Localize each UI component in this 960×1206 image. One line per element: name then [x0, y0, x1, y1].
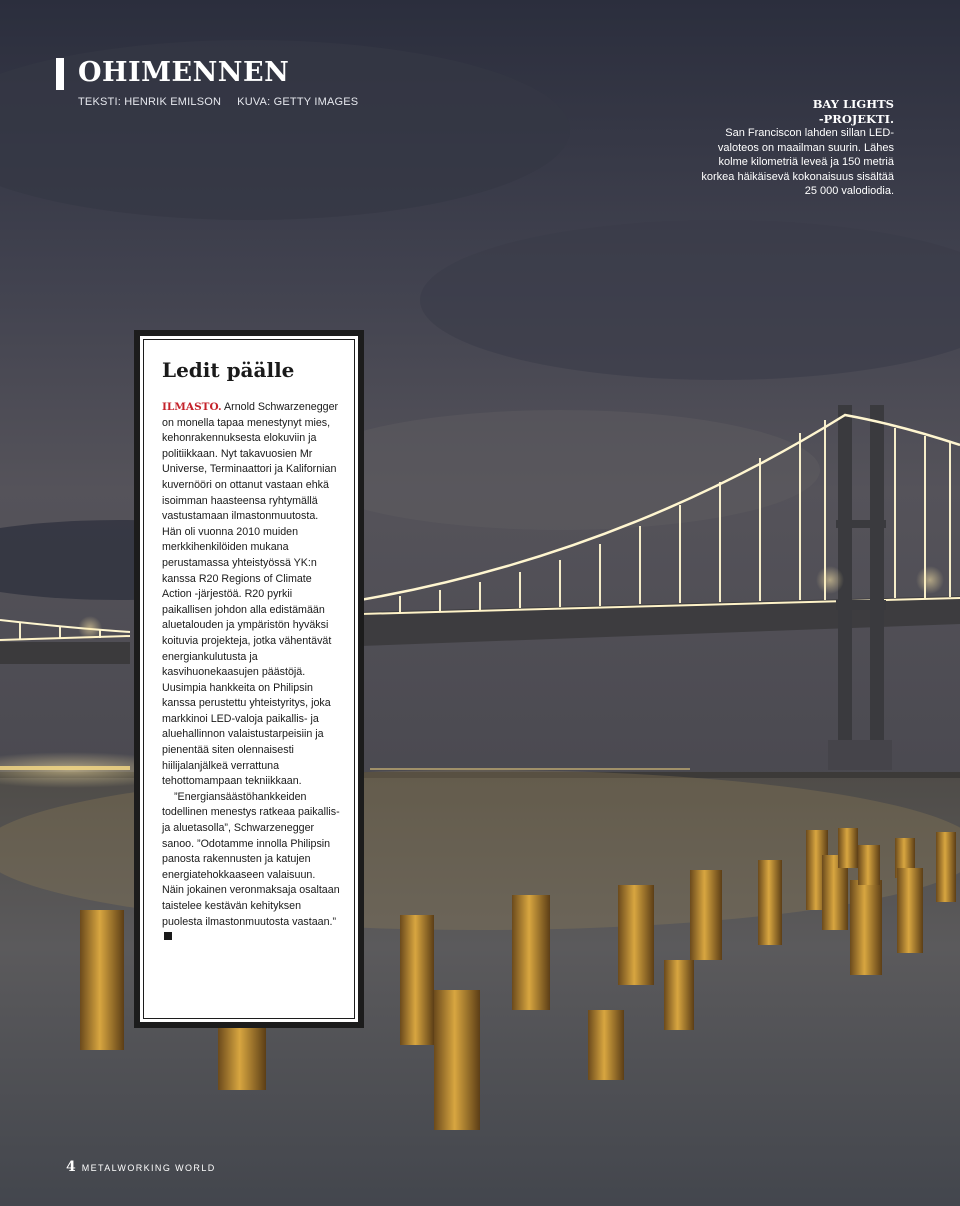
magazine-name: METALWORKING WORLD: [81, 1163, 216, 1173]
sidebar-paragraph: [162, 400, 340, 790]
sidebar-paragraph: [162, 790, 340, 946]
photo-caption: [694, 97, 894, 199]
photo-credit: KUVA: GETTY IMAGES: [237, 96, 359, 108]
lead-in: ILMASTO.: [162, 401, 222, 413]
credits: [78, 96, 358, 108]
sidebar-box: [134, 330, 364, 1028]
paragraph-text: Arnold Schwarzenegger on monella tapaa menestynyt mies, kehonrakennuksesta elokuviin ja politiikkaan. Nyt takavuosien Mr Universe, Terminaattori ja Kalifornian kuvernööri on ottanut vastaan ehkä isoimman haasteensa ryhtymällä vastustamaan ilmastonmuutosta. Hän oli vuonna 2010 muiden merkkihenkilöiden mukana perustamassa yhteistyössä YK:n kanssa R20 Regions of Climate Action -järjestöä. R20 pyrkii paikallisen johdon alla edistämään aluetalouden ja ympäristön hyväksi koituvia projekteja, jotka vähentävät energiankulutusta ja kasvihuonekaasujen päästöjä. Uusimpia hankkeita on Philipsin kanssa perustettu yhteistyritys, joka markkinoi LED-valoja paikallis- ja aluehallinnon valaistustarpeisiin ja pienentää siten olennaisesti hiilijalanjälkeä verrattuna tehottomampaan tekniikkaan.: [162, 401, 339, 788]
end-mark-icon: [164, 932, 172, 940]
section-title: OHIMENNEN: [78, 57, 290, 88]
section-bar: [56, 58, 64, 90]
page-number: 4: [66, 1159, 76, 1175]
sidebar-body: [162, 400, 340, 946]
page-footer: [66, 1158, 216, 1176]
sidebar-title: Ledit päälle: [162, 358, 295, 382]
paragraph-text: ”Energiansäästöhankkeiden todellinen menestys ratkeaa paikallis- ja aluetasolla”, Schwarzenegger sanoo. ”Odotamme innolla Philipsin panosta rakennusten ja katujen energiatehokkaaseen valaisuun. Näin jokainen veronmaksaja osaltaan taistelee kestävän kehityksen puolesta ilmastonmuutosta vastaan.”: [162, 790, 340, 928]
caption-title: BAY LIGHTS -PROJEKTI.: [812, 97, 894, 126]
text-credit: TEKSTI: HENRIK EMILSON: [78, 96, 222, 108]
caption-text: San Franciscon lahden sillan LED-valoteos on maailman suurin. Lähes kolme kilometriä leveä ja 150 metriä korkea häikäisevä kokonaisuus sisältää 25 000 valodiodia.: [701, 127, 894, 197]
